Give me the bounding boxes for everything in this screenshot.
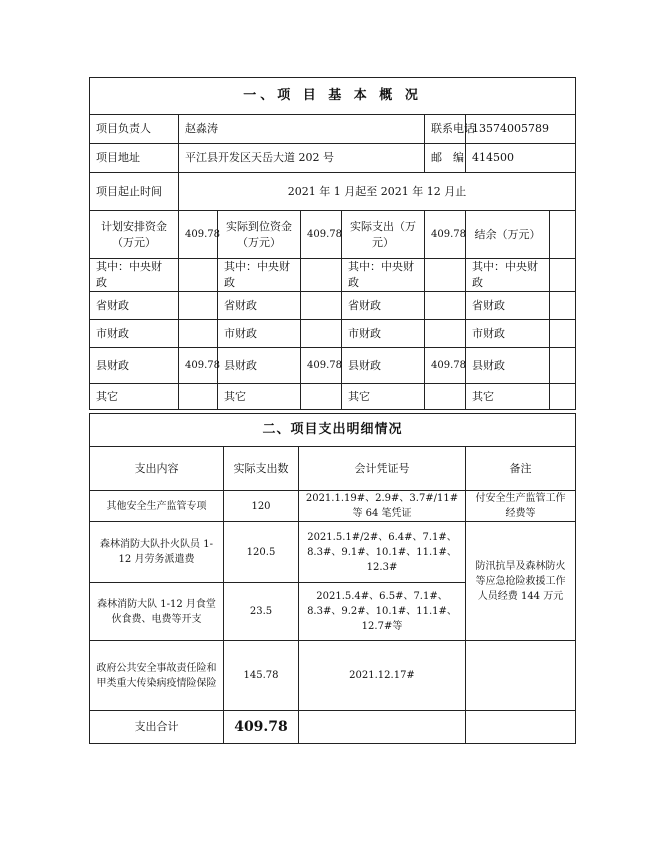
- fund-row-province: [90, 292, 576, 320]
- header-voucher: 会计凭证号: [299, 447, 466, 491]
- table-row: [90, 491, 576, 522]
- item-amount: 23.5: [224, 583, 299, 641]
- item-content: 其他安全生产监管专项: [90, 491, 224, 522]
- item-content: 政府公共安全事故责任险和甲类重大传染病疫情险保险: [90, 641, 224, 711]
- address-value: 平江县开发区天岳大道 202 号: [179, 144, 425, 173]
- phone-label: 联系电话: [425, 115, 466, 144]
- item-content: 森林消防大队扑火队员 1-12 月劳务派遣费: [90, 522, 224, 583]
- fund-row-central: [90, 259, 576, 292]
- central-spent: [425, 259, 466, 292]
- postcode-label: 邮 编: [425, 144, 466, 173]
- total-row: [90, 711, 576, 744]
- central-label-3: 其中：中央财政: [342, 259, 425, 292]
- central-label-4: 其中：中央财政: [466, 259, 550, 292]
- province-planned: [179, 292, 218, 320]
- item-content: 森林消防大队 1-12 月食堂伙食费、电费等开支: [90, 583, 224, 641]
- fund-row-other: [90, 384, 576, 410]
- central-received: [301, 259, 342, 292]
- county-label: 县财政: [90, 348, 179, 384]
- phone-value: 13574005789: [466, 115, 576, 144]
- city-label: 市财政: [90, 320, 179, 348]
- central-label-2: 其中：中央财政: [218, 259, 301, 292]
- planned-funds-value: 409.78: [179, 211, 218, 259]
- section1-title: 一、项 目 基 本 概 况: [90, 78, 576, 115]
- total-value: 409.78: [224, 711, 299, 744]
- county-spent: 409.78: [425, 348, 466, 384]
- other-label-2: 其它: [218, 384, 301, 410]
- province-label-2: 省财政: [218, 292, 301, 320]
- total-label: 支出合计: [90, 711, 224, 744]
- central-label: 其中：中央财政: [90, 259, 179, 292]
- province-received: [301, 292, 342, 320]
- fund-row-county: [90, 348, 576, 384]
- section2-title: 二、项目支出明细情况: [90, 414, 576, 447]
- county-label-2: 县财政: [218, 348, 301, 384]
- address-label: 项目地址: [90, 144, 179, 173]
- received-funds-label: 实际到位资金（万元）: [218, 211, 301, 259]
- postcode-value: 414500: [466, 144, 576, 173]
- item-note-merged: 防汛抗旱及森林防火等应急抢险救援工作人员经费 144 万元: [466, 522, 576, 641]
- fund-row-city: [90, 320, 576, 348]
- project-overview-table: [89, 77, 576, 410]
- city-label-2: 市财政: [218, 320, 301, 348]
- header-amount: 实际支出数: [224, 447, 299, 491]
- city-spent: [425, 320, 466, 348]
- province-label: 省财政: [90, 292, 179, 320]
- county-label-4: 县财政: [466, 348, 550, 384]
- spent-funds-label: 实际支出（万元）: [342, 211, 425, 259]
- leader-value: 赵淼涛: [179, 115, 425, 144]
- item-amount: 120.5: [224, 522, 299, 583]
- province-label-4: 省财政: [466, 292, 550, 320]
- period-value: 2021 年 1 月起至 2021 年 12 月止: [179, 173, 576, 211]
- city-planned: [179, 320, 218, 348]
- table-row: [90, 641, 576, 711]
- other-received: [301, 384, 342, 410]
- item-amount: 120: [224, 491, 299, 522]
- central-planned: [179, 259, 218, 292]
- spent-funds-value: 409.78: [425, 211, 466, 259]
- header-content: 支出内容: [90, 447, 224, 491]
- other-planned: [179, 384, 218, 410]
- province-label-3: 省财政: [342, 292, 425, 320]
- other-label-4: 其它: [466, 384, 550, 410]
- planned-funds-label: 计划安排资金（万元）: [90, 211, 179, 259]
- item-amount: 145.78: [224, 641, 299, 711]
- city-label-3: 市财政: [342, 320, 425, 348]
- item-voucher: 2021.1.19#、2.9#、3.7#/11#等 64 笔凭证: [299, 491, 466, 522]
- received-funds-value: 409.78: [301, 211, 342, 259]
- other-label: 其它: [90, 384, 179, 410]
- county-label-3: 县财政: [342, 348, 425, 384]
- province-spent: [425, 292, 466, 320]
- county-planned: 409.78: [179, 348, 218, 384]
- item-note: 付安全生产监管工作经费等: [466, 491, 576, 522]
- city-received: [301, 320, 342, 348]
- county-received: 409.78: [301, 348, 342, 384]
- leader-label: 项目负责人: [90, 115, 179, 144]
- city-label-4: 市财政: [466, 320, 550, 348]
- other-spent: [425, 384, 466, 410]
- table-row: [90, 522, 576, 583]
- balance-label: 结余（万元）: [466, 211, 550, 259]
- period-label: 项目起止时间: [90, 173, 179, 211]
- expenditure-detail-table: [89, 413, 576, 744]
- balance-value: [550, 211, 576, 259]
- header-note: 备注: [466, 447, 576, 491]
- item-voucher: 2021.5.4#、6.5#、7.1#、8.3#、9.2#、10.1#、11.1#、12.7#等: [299, 583, 466, 641]
- other-label-3: 其它: [342, 384, 425, 410]
- item-voucher: 2021.12.17#: [299, 641, 466, 711]
- item-voucher: 2021.5.1#/2#、6.4#、7.1#、8.3#、9.1#、10.1#、11.1#、12.3#: [299, 522, 466, 583]
